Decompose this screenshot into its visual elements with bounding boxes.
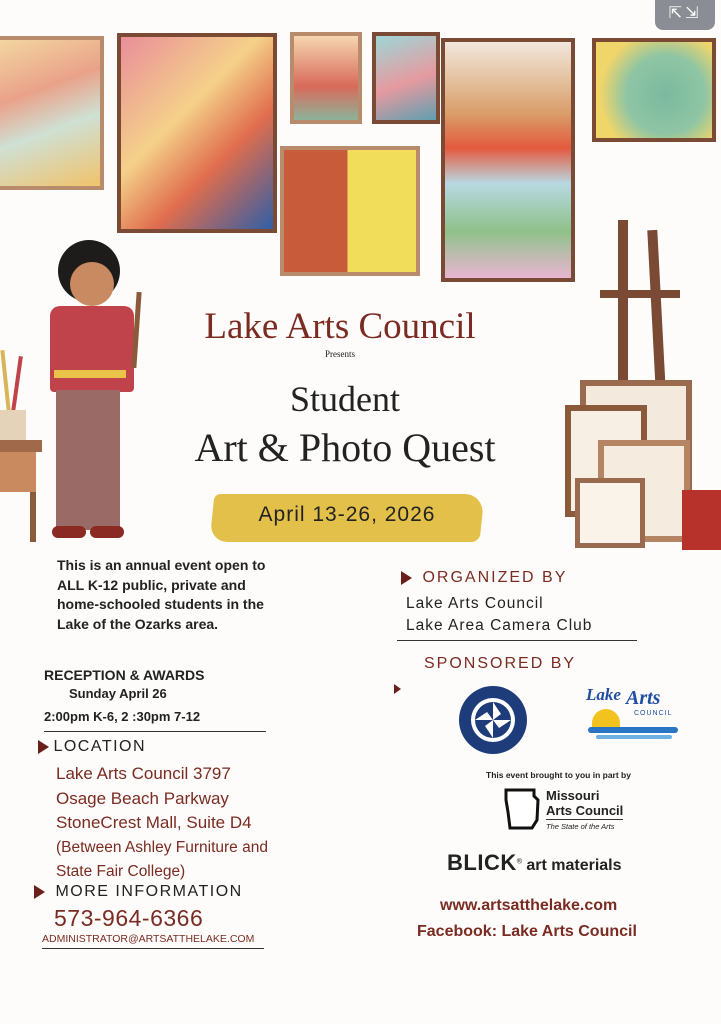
missouri-state-icon bbox=[504, 788, 540, 830]
painting-5 bbox=[441, 38, 575, 282]
registered-mark: ® bbox=[516, 858, 522, 866]
reception-times: 2:00pm K-6, 2 :30pm 7-12 bbox=[44, 709, 201, 724]
painting-6 bbox=[592, 38, 716, 142]
divider-reception bbox=[44, 731, 266, 732]
missouri-name2: Arts Council bbox=[546, 803, 624, 818]
reception-date: Sunday April 26 bbox=[69, 686, 167, 701]
intro-text: This is an annual event open to ALL K-12 public, private and home-schooled students in the Lake of the Ozarks area. bbox=[57, 557, 266, 632]
painting-2 bbox=[117, 33, 277, 233]
arrow-bullet-icon bbox=[394, 684, 401, 694]
camera-aperture-icon bbox=[457, 684, 529, 756]
organized-heading-row bbox=[401, 569, 567, 587]
painting-4 bbox=[372, 32, 440, 124]
event-title-line2: Art & Photo Quest bbox=[194, 425, 496, 470]
arrow-bullet-icon bbox=[34, 885, 45, 899]
lake-arts-logo-word1: Lake bbox=[586, 685, 621, 704]
facebook-link[interactable]: Facebook: Lake Arts Council bbox=[417, 923, 637, 940]
wave-icon bbox=[588, 727, 678, 733]
org-title: Lake Arts Council bbox=[204, 306, 476, 347]
missouri-name1: Missouri bbox=[546, 788, 600, 803]
email-address[interactable]: ADMINISTRATOR@ARTSATTHELAKE.COM bbox=[42, 933, 255, 945]
organized-heading: ORGANIZED BY bbox=[422, 569, 568, 586]
arrow-bullet-icon bbox=[401, 571, 412, 585]
lake-arts-logo-word2: Arts bbox=[626, 687, 661, 709]
lake-arts-logo bbox=[584, 685, 684, 745]
brought-by-text: This event brought to you in part by bbox=[486, 770, 631, 780]
event-dates: April 13-26, 2026 bbox=[258, 503, 436, 526]
blick-brand: BLICK bbox=[447, 850, 517, 875]
easel-illustration bbox=[560, 220, 721, 550]
blick-suffix: art materials bbox=[526, 857, 622, 874]
phone-number[interactable]: 573-964-6366 bbox=[54, 905, 204, 931]
reception-heading: RECEPTION & AWARDS bbox=[44, 667, 205, 683]
event-title-line1: Student bbox=[289, 379, 400, 419]
expand-icon[interactable]: ⇱⇲ bbox=[655, 0, 715, 30]
child-artist-illustration bbox=[30, 240, 160, 550]
divider-organized bbox=[397, 640, 637, 641]
painting-1 bbox=[0, 36, 104, 190]
location-heading: LOCATION bbox=[53, 738, 147, 755]
wave-line bbox=[596, 735, 672, 739]
organizers-list: Lake Arts Council Lake Area Camera Club bbox=[406, 595, 593, 634]
painting-3 bbox=[290, 32, 362, 124]
sun-icon bbox=[592, 709, 620, 729]
location-heading-row bbox=[38, 738, 146, 756]
brush-cup-illustration bbox=[0, 350, 30, 440]
more-info-heading-row bbox=[34, 883, 243, 901]
more-info-heading: MORE INFORMATION bbox=[55, 883, 243, 900]
lake-arts-logo-sub: COUNCIL bbox=[634, 710, 673, 717]
divider-email bbox=[42, 948, 264, 949]
missouri-tagline: The State of the Arts bbox=[546, 822, 615, 831]
table-illustration bbox=[0, 440, 42, 545]
painting-7 bbox=[280, 146, 420, 276]
arrow-bullet-icon bbox=[38, 740, 49, 754]
blick-logo bbox=[447, 850, 622, 876]
sponsored-heading: SPONSORED BY bbox=[424, 655, 577, 672]
camera-club-logo bbox=[457, 684, 529, 756]
website-link[interactable]: www.artsatthelake.com bbox=[440, 897, 618, 914]
presents-label: Presents bbox=[325, 349, 355, 359]
location-address: Lake Arts Council 3797 Osage Beach Parkway StoneCrest Mall, Suite D4 (Between Ashley Furniture and State Fair College) bbox=[56, 764, 268, 880]
